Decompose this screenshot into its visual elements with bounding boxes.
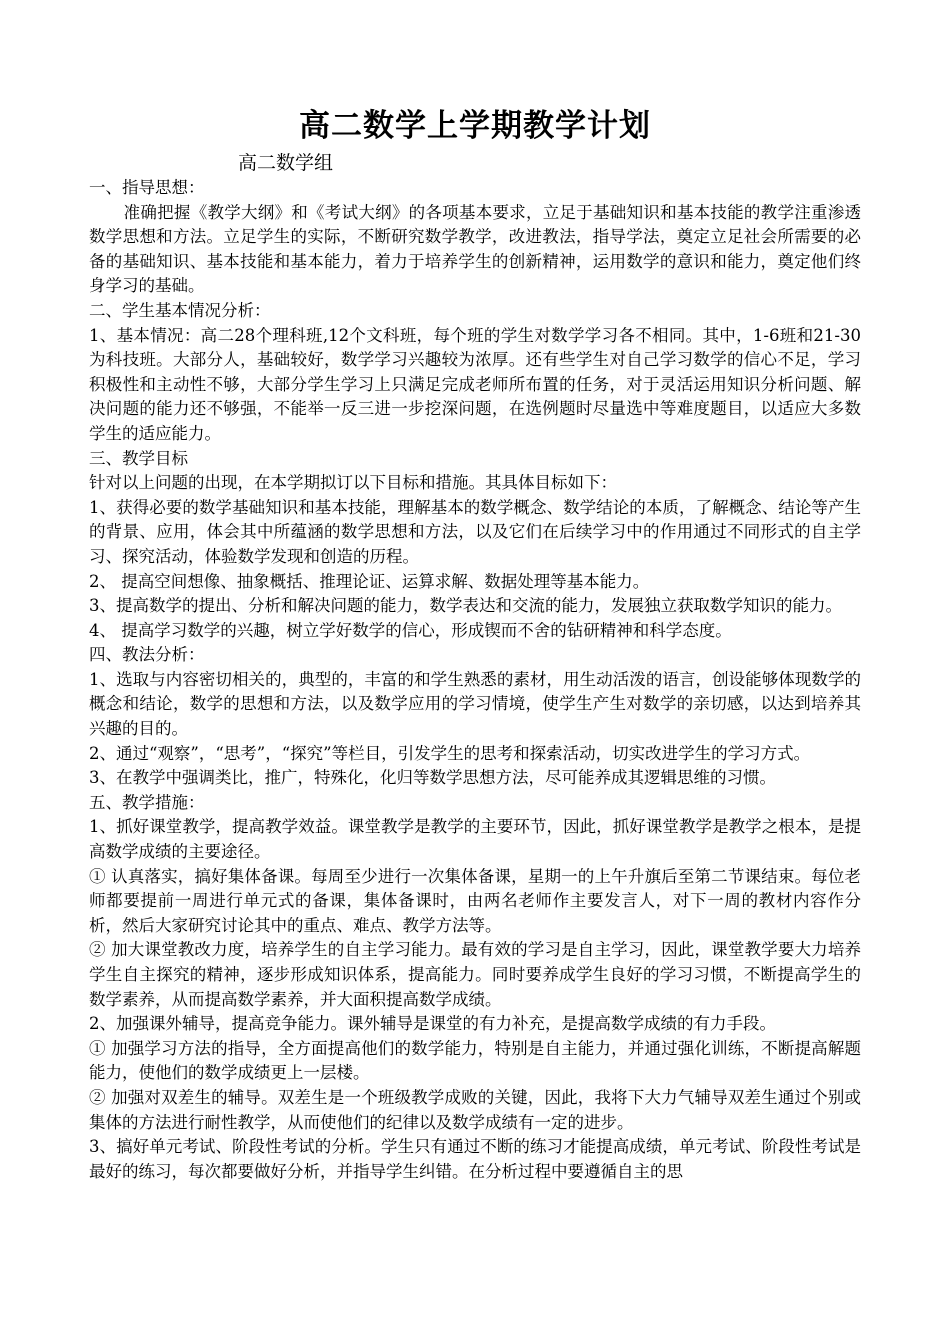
paragraph: ① 认真落实，搞好集体备课。每周至少进行一次集体备课，星期一的上午升旗后至第二节课结束。每位老师都要提前一周进行单元式的备课，集体备课时，由两名老师作主要发言人，对下一周的教材内容作分析，然后大家研究讨论其中的重点、难点、教学方法等。 (89, 866, 861, 935)
section-heading: 五、教学措施： (89, 792, 205, 812)
section-heading: 二、学生基本情况分析： (89, 300, 271, 320)
paragraph: ① 加强学习方法的指导，全方面提高他们的数学能力，特别是自主能力，并通过强化训练，不断提高解题能力，使他们的数学成绩更上一层楼。 (89, 1038, 861, 1083)
document-section (89, 176, 861, 299)
paragraph: 针对以上问题的出现，在本学期拟订以下目标和措施。其具体目标如下： (89, 473, 617, 493)
paragraph: 3、搞好单元考试、阶段性考试的分析。学生只有通过不断的练习才能提高成绩，单元考试、阶段性考试是最好的练习，每次都要做好分析，并指导学生纠错。在分析过程中要遵循自主的思 (89, 1137, 861, 1181)
paragraph: 3、提高数学的提出、分析和解决问题的能力，数学表达和交流的能力，发展独立获取数学知识的能力。 (89, 596, 842, 616)
paragraph: ② 加大课堂教改力度，培养学生的自主学习能力。最有效的学习是自主学习，因此，课堂教学要大力培养学生自主探究的精神，逐步形成知识体系，提高能力。同时要养成学生良好的学习习惯，不断提高学生的数学素养，从而提高数学素养，并大面积提高数学成绩。 (89, 940, 861, 1009)
paragraph: 2、通过“观察”，“思考”，“探究”等栏目，引发学生的思考和探索活动，切实改进学生的学习方式。 (89, 743, 811, 763)
paragraph: 准确把握《教学大纲》和《考试大纲》的各项基本要求，立足于基础知识和基本技能的教学注重渗透数学思想和方法。立足学生的实际，不断研究数学教学，改进教法，指导学法，奠定立足社会所需要的必备的基础知识、基本技能和基本能力，着力于培养学生的创新精神，运用数学的意识和能力，奠定他们终身学习的基础。 (89, 202, 861, 296)
paragraph: 2、加强课外辅导，提高竞争能力。课外辅导是课堂的有力补充，是提高数学成绩的有力手段。 (89, 1014, 776, 1034)
paragraph: 3、在教学中强调类比，推广，特殊化，化归等数学思想方法，尽可能养成其逻辑思维的习惯。 (89, 768, 776, 788)
paragraph: 2、 提高空间想像、抽象概括、推理论证、运算求解、数据处理等基本能力。 (89, 571, 650, 591)
document-section (89, 791, 861, 1185)
paragraph: 1、抓好课堂教学，提高教学效益。课堂教学是教学的主要环节，因此，抓好课堂教学是教学之根本，是提高数学成绩的主要途径。 (89, 817, 861, 862)
paragraph: 1、选取与内容密切相关的，典型的，丰富的和学生熟悉的素材，用生动活泼的语言，创设能够体现数学的概念和结论，数学的思想和方法，以及数学应用的学习情境，使学生产生对数学的亲切感，以达到培养其兴趣的目的。 (89, 669, 861, 739)
document-section (89, 643, 861, 791)
document-subtitle: 高二数学组 (238, 152, 334, 174)
document-section (89, 447, 861, 644)
document-title: 高二数学上学期教学计划 (299, 108, 651, 144)
section-heading: 一、指导思想： (89, 178, 205, 197)
section-heading: 四、教法分析： (89, 645, 205, 665)
document-page (89, 96, 861, 1184)
paragraph: 4、 提高学习数学的兴趣，树立学好数学的信心，形成锲而不舍的钻研精神和科学态度。 (89, 620, 732, 640)
section-heading: 三、教学目标 (89, 448, 188, 468)
paragraph: ② 加强对双差生的辅导。双差生是一个班级教学成败的关键，因此，我将下大力气辅导双差生通过个别或集体的方法进行耐性教学，从而使他们的纪律以及数学成绩有一定的进步。 (89, 1087, 861, 1132)
document-body (89, 176, 861, 1184)
paragraph: 1、基本情况：高二28个理科班,12个文科班，每个班的学生对数学学习各不相同。其中，1-6班和21-30为科技班。大部分人，基础较好，数学学习兴趣较为浓厚。还有些学生对自己学习数学的信心不足，学习积极性和主动性不够，大部分学生学习上只满足完成老师所布置的任务，对于灵活运用知识分析问题、解决问题的能力还不够强，不能举一反三进一步挖深问题，在选例题时尽量选中等难度题目，以适应大多数学生的适应能力。 (89, 325, 861, 443)
document-section (89, 299, 861, 447)
paragraph: 1、获得必要的数学基础知识和基本技能，理解基本的数学概念、数学结论的本质，了解概念、结论等产生的背景、应用，体会其中所蕴涵的数学思想和方法，以及它们在后续学习中的作用通过不同形式的自主学习、探究活动，体验数学发现和创造的历程。 (89, 497, 861, 566)
